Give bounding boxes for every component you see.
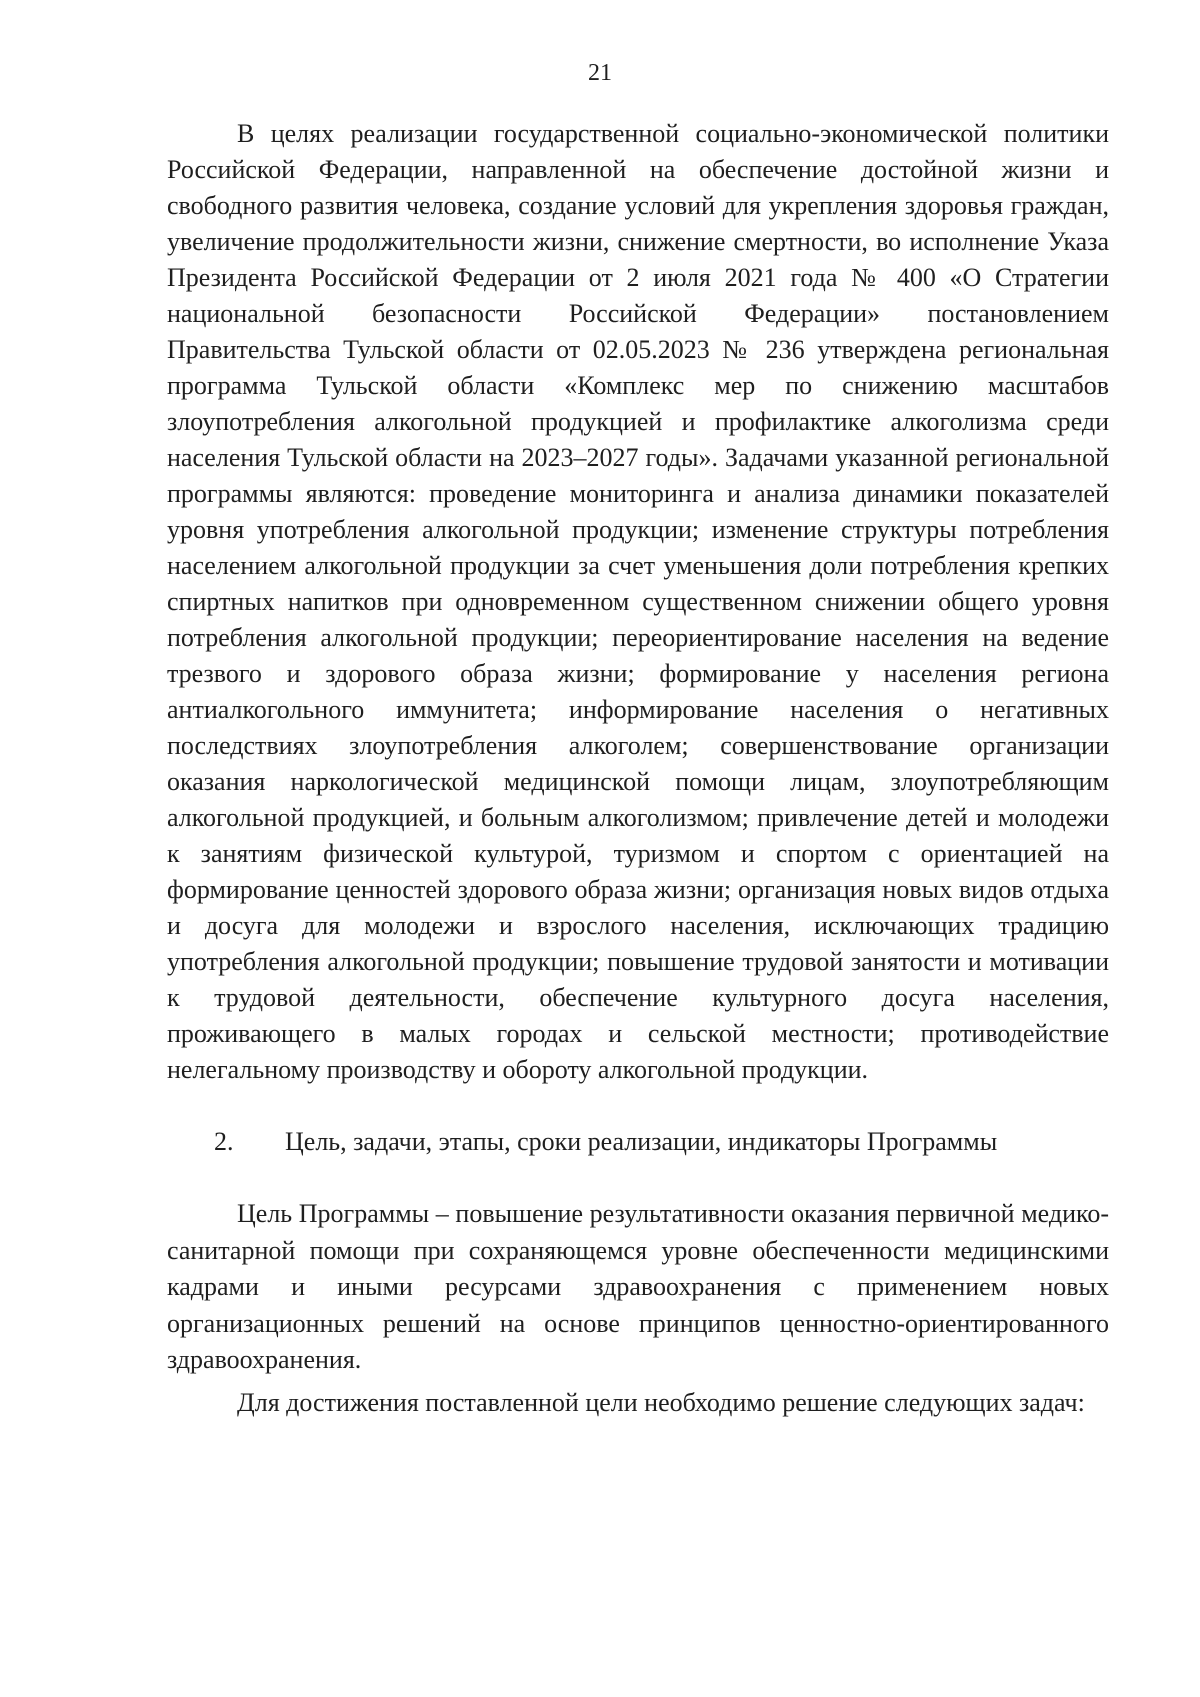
page-number: 21	[588, 60, 612, 86]
section-heading	[167, 1124, 1109, 1160]
tasks-intro-paragraph: Для достижения поставленной цели необходимо решение следующих задач:	[237, 1387, 1085, 1417]
document-body	[167, 116, 1109, 1421]
intro-paragraph: В целях реализации государственной социально-экономической политики Российской Федерации, направленной на обеспечение достойной жизни и свободного развития человека, создание условий для укрепления здоровья граждан, увеличение продолжительности жизни, снижение смертности, во исполнение Указа Президента Российской Федерации от 2 июля 2021 года № 400 «О Стратегии национальной безопасности Российской Федерации» постановлением Правительства Тульской области от 02.05.2023 № 236 утверждена региональная программа Тульской области «Комплекс мер по снижению масштабов злоупотребления алкогольной продукцией и профилактике алкоголизма среди населения Тульской области на 2023–2027 годы». Задачами указанной региональной программы являются: проведение мониторинга и анализа динамики показателей уровня употребления алкогольной продукции; изменение структуры потребления населением алкогольной продукции за счет уменьшения доли потребления крепких спиртных напитков при одновременном существенном снижении общего уровня потребления алкогольной продукции; переориентирование населения на ведение трезвого и здорового образа жизни; формирование у населения региона антиалкогольного иммунитета; информирование населения о негативных последствиях злоупотребления алкоголем; совершенствование организации оказания наркологической медицинской помощи лицам, злоупотребляющим алкогольной продукцией, и больным алкоголизмом; привлечение детей и молодежи к занятиям физической культурой, туризмом и спортом с ориентацией на формирование ценностей здорового образа жизни; организация новых видов отдыха и досуга для молодежи и взрослого населения, исключающих традицию употребления алкогольной продукции; повышение трудовой занятости и мотивации к трудовой деятельности, обеспечение культурного досуга населения, проживающего в малых городах и сельской местности; противодействие нелегальному производству и обороту алкогольной продукции.	[167, 119, 1109, 1084]
goal-paragraph: Цель Программы – повышение результативности оказания первичной медико-санитарной помощи при сохраняющемся уровне обеспеченности медицинскими кадрами и иными ресурсами здравоохранения с применением новых организационных решений на основе принципов ценностно-ориентированного здравоохранения.	[167, 1199, 1109, 1374]
section-title: Цель, задачи, этапы, сроки реализации, индикаторы Программы	[285, 1127, 998, 1156]
section-number: 2.	[214, 1127, 234, 1156]
